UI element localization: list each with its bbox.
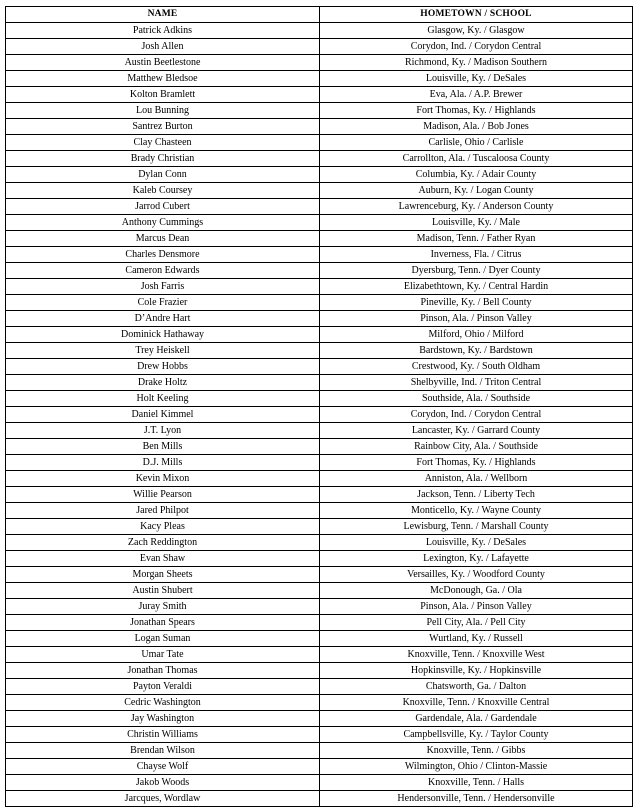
player-name-cell: Trey Heiskell bbox=[6, 343, 320, 359]
hometown-school-cell: Louisville, Ky. / Male bbox=[320, 215, 633, 231]
player-name-cell: Drew Hobbs bbox=[6, 359, 320, 375]
hometown-school-cell: Anniston, Ala. / Wellborn bbox=[320, 471, 633, 487]
table-row bbox=[6, 199, 633, 215]
hometown-school-cell: Knoxville, Tenn. / Knoxville Central bbox=[320, 695, 633, 711]
hometown-school-cell: Gardendale, Ala. / Gardendale bbox=[320, 711, 633, 727]
hometown-school-cell: Pineville, Ky. / Bell County bbox=[320, 295, 633, 311]
hometown-school-cell: Lexington, Ky. / Lafayette bbox=[320, 551, 633, 567]
player-name-cell: Brady Christian bbox=[6, 151, 320, 167]
hometown-school-cell: Pinson, Ala. / Pinson Valley bbox=[320, 599, 633, 615]
hometown-school-cell: Chatsworth, Ga. / Dalton bbox=[320, 679, 633, 695]
table-row bbox=[6, 519, 633, 535]
player-name-cell: Anthony Cummings bbox=[6, 215, 320, 231]
player-name-cell: Jared Philpot bbox=[6, 503, 320, 519]
player-name-cell: Daniel Kimmel bbox=[6, 407, 320, 423]
header-hometown-school: HOMETOWN / SCHOOL bbox=[320, 7, 633, 23]
table-row bbox=[6, 295, 633, 311]
player-name-cell: Willie Pearson bbox=[6, 487, 320, 503]
hometown-school-cell: Monticello, Ky. / Wayne County bbox=[320, 503, 633, 519]
table-row bbox=[6, 663, 633, 679]
player-name-cell: Logan Suman bbox=[6, 631, 320, 647]
table-row bbox=[6, 23, 633, 39]
player-name-cell: Holt Keeling bbox=[6, 391, 320, 407]
table-row bbox=[6, 567, 633, 583]
hometown-school-cell: Glasgow, Ky. / Glasgow bbox=[320, 23, 633, 39]
player-name-cell: Juray Smith bbox=[6, 599, 320, 615]
hometown-school-cell: Hopkinsville, Ky. / Hopkinsville bbox=[320, 663, 633, 679]
table-row bbox=[6, 87, 633, 103]
player-name-cell: Jakob Woods bbox=[6, 775, 320, 791]
table-row bbox=[6, 679, 633, 695]
hometown-school-cell: Knoxville, Tenn. / Knoxville West bbox=[320, 647, 633, 663]
hometown-school-cell: Carrollton, Ala. / Tuscaloosa County bbox=[320, 151, 633, 167]
table-row bbox=[6, 791, 633, 807]
player-name-cell: Umar Tate bbox=[6, 647, 320, 663]
table-row bbox=[6, 391, 633, 407]
player-name-cell: Jonathan Spears bbox=[6, 615, 320, 631]
hometown-school-cell: Fort Thomas, Ky. / Highlands bbox=[320, 455, 633, 471]
table-row bbox=[6, 695, 633, 711]
table-row bbox=[6, 359, 633, 375]
player-name-cell: Drake Holtz bbox=[6, 375, 320, 391]
hometown-school-cell: Versailles, Ky. / Woodford County bbox=[320, 567, 633, 583]
table-row bbox=[6, 39, 633, 55]
player-name-cell: Zach Reddington bbox=[6, 535, 320, 551]
table-row bbox=[6, 103, 633, 119]
table-row bbox=[6, 535, 633, 551]
hometown-school-cell: Campbellsville, Ky. / Taylor County bbox=[320, 727, 633, 743]
hometown-school-cell: Eva, Ala. / A.P. Brewer bbox=[320, 87, 633, 103]
hometown-school-cell: Corydon, Ind. / Corydon Central bbox=[320, 407, 633, 423]
hometown-school-cell: Inverness, Fla. / Citrus bbox=[320, 247, 633, 263]
roster-table bbox=[5, 6, 633, 807]
player-name-cell: Jonathan Thomas bbox=[6, 663, 320, 679]
table-row bbox=[6, 583, 633, 599]
table-row bbox=[6, 279, 633, 295]
table-row bbox=[6, 55, 633, 71]
hometown-school-cell: Carlisle, Ohio / Carlisle bbox=[320, 135, 633, 151]
player-name-cell: Santrez Burton bbox=[6, 119, 320, 135]
table-row bbox=[6, 631, 633, 647]
table-row bbox=[6, 167, 633, 183]
hometown-school-cell: Louisville, Ky. / DeSales bbox=[320, 71, 633, 87]
table-row bbox=[6, 551, 633, 567]
player-name-cell: Clay Chasteen bbox=[6, 135, 320, 151]
table-row bbox=[6, 135, 633, 151]
hometown-school-cell: Hendersonville, Tenn. / Hendersonville bbox=[320, 791, 633, 807]
hometown-school-cell: Louisville, Ky. / DeSales bbox=[320, 535, 633, 551]
hometown-school-cell: Pinson, Ala. / Pinson Valley bbox=[320, 311, 633, 327]
player-name-cell: Jarrod Cubert bbox=[6, 199, 320, 215]
hometown-school-cell: Wilmington, Ohio / Clinton-Massie bbox=[320, 759, 633, 775]
player-name-cell: Lou Bunning bbox=[6, 103, 320, 119]
player-name-cell: Cole Frazier bbox=[6, 295, 320, 311]
roster-body bbox=[6, 23, 633, 807]
table-row bbox=[6, 311, 633, 327]
player-name-cell: Matthew Bledsoe bbox=[6, 71, 320, 87]
hometown-school-cell: Lewisburg, Tenn. / Marshall County bbox=[320, 519, 633, 535]
hometown-school-cell: Bardstown, Ky. / Bardstown bbox=[320, 343, 633, 359]
roster-sheet bbox=[5, 6, 632, 807]
hometown-school-cell: Knoxville, Tenn. / Halls bbox=[320, 775, 633, 791]
player-name-cell: Payton Veraldi bbox=[6, 679, 320, 695]
player-name-cell: Evan Shaw bbox=[6, 551, 320, 567]
hometown-school-cell: Milford, Ohio / Milford bbox=[320, 327, 633, 343]
header-row bbox=[6, 7, 633, 23]
table-row bbox=[6, 727, 633, 743]
table-row bbox=[6, 487, 633, 503]
hometown-school-cell: Fort Thomas, Ky. / Highlands bbox=[320, 103, 633, 119]
hometown-school-cell: Jackson, Tenn. / Liberty Tech bbox=[320, 487, 633, 503]
player-name-cell: Austin Shubert bbox=[6, 583, 320, 599]
table-row bbox=[6, 375, 633, 391]
player-name-cell: Kacy Pleas bbox=[6, 519, 320, 535]
player-name-cell: Marcus Dean bbox=[6, 231, 320, 247]
table-row bbox=[6, 775, 633, 791]
player-name-cell: Austin Beetlestone bbox=[6, 55, 320, 71]
table-row bbox=[6, 183, 633, 199]
player-name-cell: Christin Williams bbox=[6, 727, 320, 743]
player-name-cell: Cedric Washington bbox=[6, 695, 320, 711]
table-row bbox=[6, 151, 633, 167]
hometown-school-cell: Knoxville, Tenn. / Gibbs bbox=[320, 743, 633, 759]
player-name-cell: Morgan Sheets bbox=[6, 567, 320, 583]
header-name: NAME bbox=[6, 7, 320, 23]
hometown-school-cell: Madison, Tenn. / Father Ryan bbox=[320, 231, 633, 247]
table-row bbox=[6, 215, 633, 231]
player-name-cell: D.J. Mills bbox=[6, 455, 320, 471]
hometown-school-cell: Shelbyville, Ind. / Triton Central bbox=[320, 375, 633, 391]
hometown-school-cell: Wurtland, Ky. / Russell bbox=[320, 631, 633, 647]
hometown-school-cell: Southside, Ala. / Southside bbox=[320, 391, 633, 407]
player-name-cell: Kevin Mixon bbox=[6, 471, 320, 487]
table-row bbox=[6, 471, 633, 487]
hometown-school-cell: Rainbow City, Ala. / Southside bbox=[320, 439, 633, 455]
table-row bbox=[6, 615, 633, 631]
player-name-cell: Dominick Hathaway bbox=[6, 327, 320, 343]
player-name-cell: Kaleb Coursey bbox=[6, 183, 320, 199]
table-row bbox=[6, 439, 633, 455]
table-row bbox=[6, 327, 633, 343]
player-name-cell: J.T. Lyon bbox=[6, 423, 320, 439]
hometown-school-cell: Madison, Ala. / Bob Jones bbox=[320, 119, 633, 135]
table-row bbox=[6, 743, 633, 759]
player-name-cell: Patrick Adkins bbox=[6, 23, 320, 39]
player-name-cell: Cameron Edwards bbox=[6, 263, 320, 279]
table-row bbox=[6, 343, 633, 359]
player-name-cell: Dylan Conn bbox=[6, 167, 320, 183]
hometown-school-cell: Dyersburg, Tenn. / Dyer County bbox=[320, 263, 633, 279]
table-row bbox=[6, 119, 633, 135]
table-row bbox=[6, 503, 633, 519]
player-name-cell: Josh Farris bbox=[6, 279, 320, 295]
hometown-school-cell: Pell City, Ala. / Pell City bbox=[320, 615, 633, 631]
player-name-cell: Brendan Wilson bbox=[6, 743, 320, 759]
player-name-cell: Kolton Bramlett bbox=[6, 87, 320, 103]
table-row bbox=[6, 423, 633, 439]
table-row bbox=[6, 263, 633, 279]
player-name-cell: Charles Densmore bbox=[6, 247, 320, 263]
player-name-cell: D’Andre Hart bbox=[6, 311, 320, 327]
player-name-cell: Ben Mills bbox=[6, 439, 320, 455]
table-row bbox=[6, 759, 633, 775]
table-row bbox=[6, 231, 633, 247]
table-row bbox=[6, 647, 633, 663]
player-name-cell: Josh Allen bbox=[6, 39, 320, 55]
table-row bbox=[6, 247, 633, 263]
hometown-school-cell: Crestwood, Ky. / South Oldham bbox=[320, 359, 633, 375]
hometown-school-cell: Richmond, Ky. / Madison Southern bbox=[320, 55, 633, 71]
table-row bbox=[6, 71, 633, 87]
hometown-school-cell: Lancaster, Ky. / Garrard County bbox=[320, 423, 633, 439]
hometown-school-cell: Lawrenceburg, Ky. / Anderson County bbox=[320, 199, 633, 215]
table-row bbox=[6, 599, 633, 615]
hometown-school-cell: McDonough, Ga. / Ola bbox=[320, 583, 633, 599]
hometown-school-cell: Corydon, Ind. / Corydon Central bbox=[320, 39, 633, 55]
hometown-school-cell: Columbia, Ky. / Adair County bbox=[320, 167, 633, 183]
table-row bbox=[6, 455, 633, 471]
table-row bbox=[6, 711, 633, 727]
hometown-school-cell: Auburn, Ky. / Logan County bbox=[320, 183, 633, 199]
player-name-cell: Jarcques, Wordlaw bbox=[6, 791, 320, 807]
player-name-cell: Jay Washington bbox=[6, 711, 320, 727]
hometown-school-cell: Elizabethtown, Ky. / Central Hardin bbox=[320, 279, 633, 295]
player-name-cell: Chayse Wolf bbox=[6, 759, 320, 775]
table-row bbox=[6, 407, 633, 423]
